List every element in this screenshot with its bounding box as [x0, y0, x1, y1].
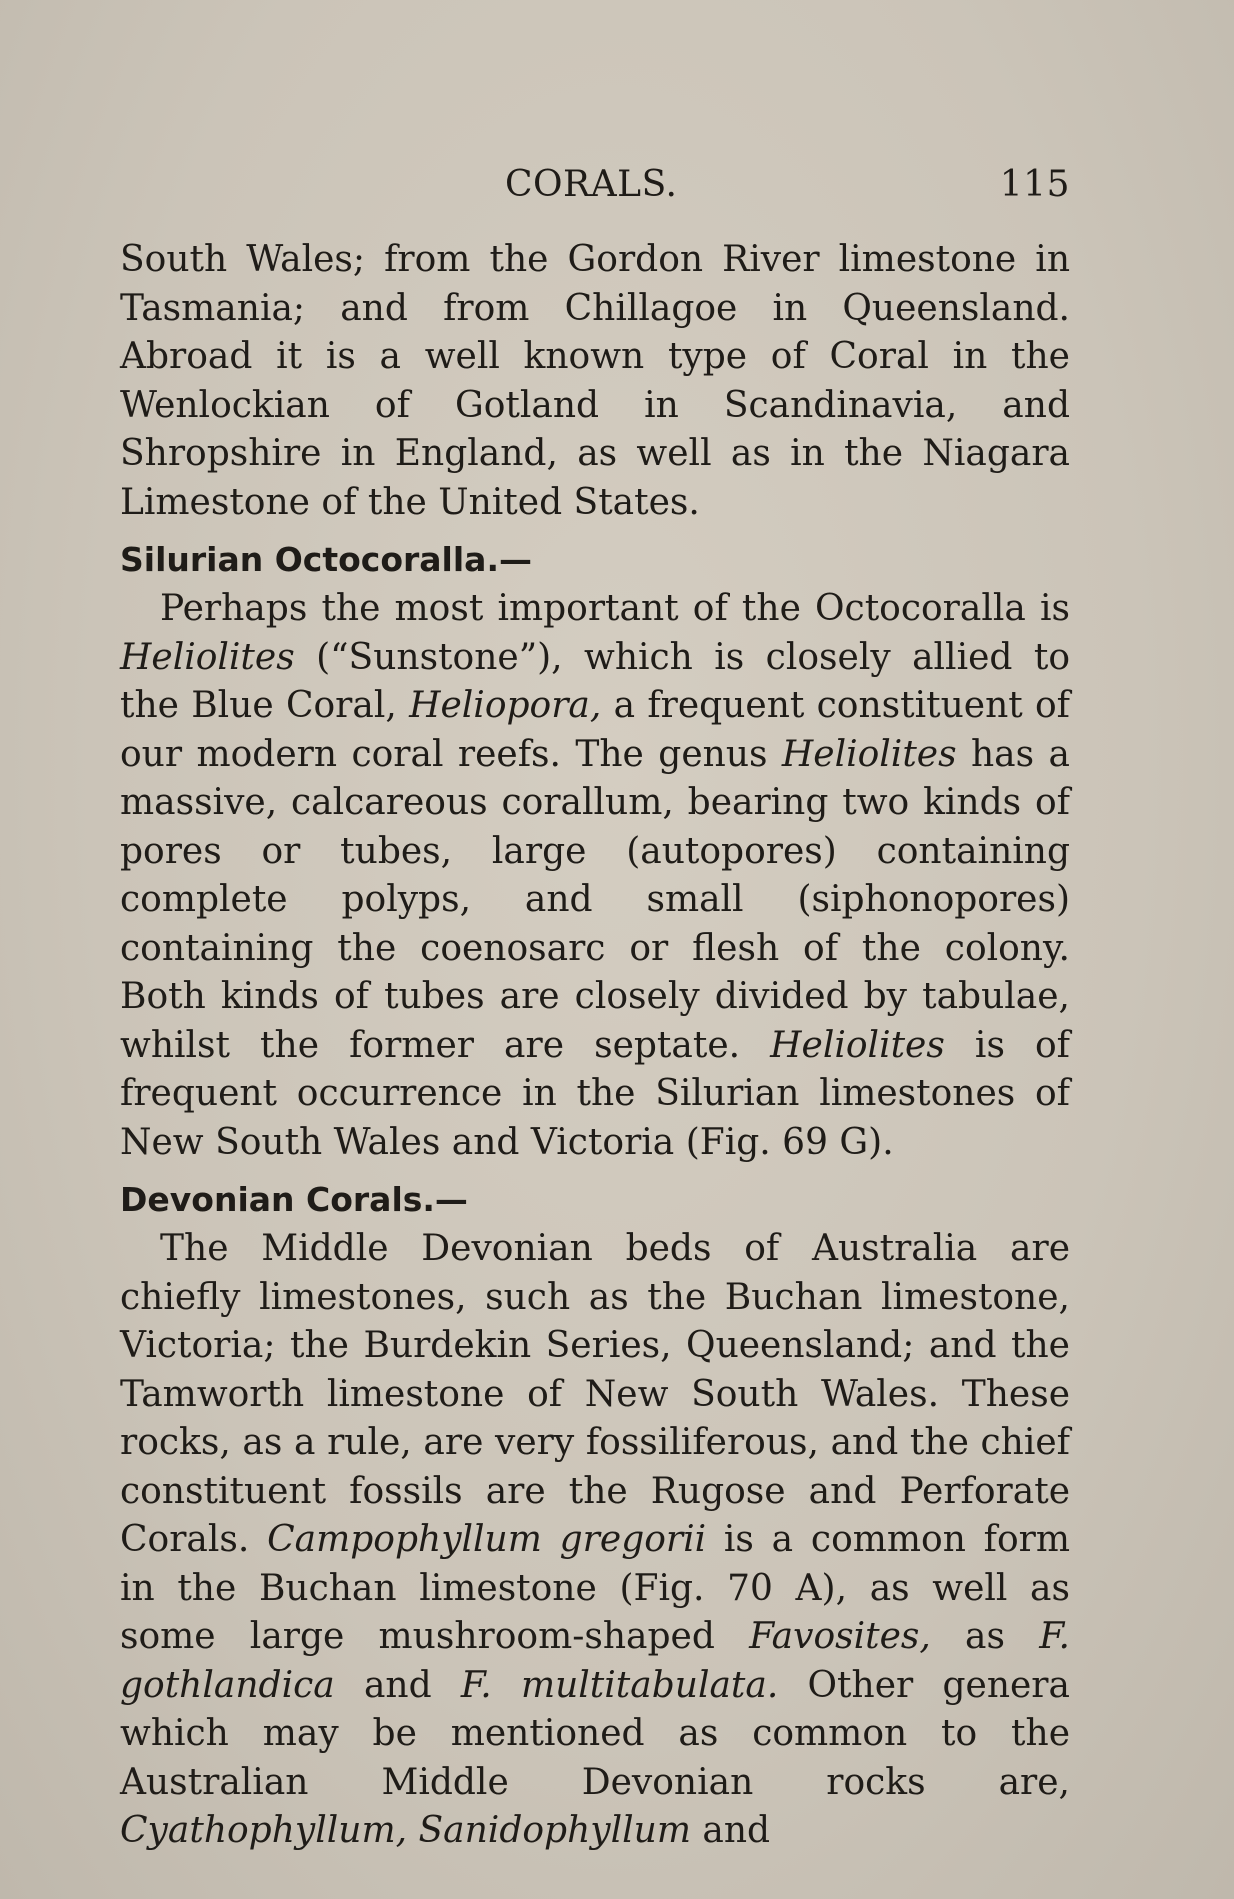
italic-taxon: F. gothlandica: [120, 1616, 1071, 1706]
continuation-paragraph: South Wales; from the Gordon River limestone in Tasmania; and from Chillagoe in Queensland. Abroad it is a well known type of Coral in the Wenlockian of Gotland in Scandinavia, and Shropshire in England, as well as in the Niagara Limestone of the United States.: [120, 239, 1070, 523]
section-heading-devonian-corals: Devonian Corals.—: [120, 1180, 468, 1219]
body-text: [120, 236, 1070, 1856]
running-head: [120, 160, 1070, 210]
italic-taxon: Heliopora,: [409, 685, 602, 726]
italic-taxon: Sanidophyllum: [418, 1810, 691, 1851]
running-title: CORALS.: [505, 164, 678, 205]
text-run: (“Sunstone”), which is closely allied to the Blue Coral,: [120, 636, 1070, 726]
text-run: Other genera which may be mentioned as common to the Australian Middle Devonian rocks are,: [120, 1664, 1070, 1803]
text-run: has a massive, calcareous corallum, bearing two kinds of pores or tubes, large (autopores) containing complete polyps, and small (siphonopores) containing the coenosarc or flesh of the colony. Both kinds of tubes are closely divided by tabulae, whilst the former are septate.: [120, 733, 1070, 1066]
text-run: The Middle Devonian beds of Australia are chiefly limestones, such as the Buchan limestone, Victoria; the Burdekin Series, Queensland; and the Tamworth limestone of New South Wales. These rocks, as a rule, are very fossiliferous, and the chief constituent fossils are the Rugose and Perforate Corals.: [120, 1228, 1070, 1560]
text-run: is a common form in the Buchan limestone (Fig. 70 A), as well as some large mushroom-shaped: [120, 1519, 1070, 1657]
text-run: and: [690, 1810, 771, 1851]
text-run: a frequent constituent of our modern coral reefs. The genus: [120, 685, 1070, 775]
italic-taxon: Heliolites: [120, 636, 295, 678]
text-run: is of frequent occurrence in the Silurian limestones of New South Wales and Victoria (Fig. 69 G).: [120, 1024, 1070, 1163]
text-run: Perhaps the most important of the Octocoralla is: [160, 588, 1070, 629]
text-run: as: [930, 1616, 1040, 1657]
book-page: [120, 160, 1070, 1856]
page-number: 115: [999, 164, 1070, 205]
devonian-paragraph: [120, 1225, 1070, 1856]
italic-taxon: Heliolites: [781, 733, 957, 775]
italic-taxon: F. multitabulata.: [460, 1664, 779, 1706]
italic-taxon: Campophyllum gregorii: [267, 1519, 707, 1560]
silurian-paragraph: [120, 585, 1070, 1167]
text-run: [407, 1810, 418, 1851]
italic-taxon: Heliolites: [770, 1024, 945, 1066]
section-heading-silurian-octocoralla: Silurian Octocoralla.—: [120, 540, 532, 579]
italic-taxon: Favosites,: [749, 1616, 931, 1657]
italic-taxon: Cyathophyllum,: [120, 1810, 408, 1851]
text-run: and: [334, 1664, 461, 1706]
